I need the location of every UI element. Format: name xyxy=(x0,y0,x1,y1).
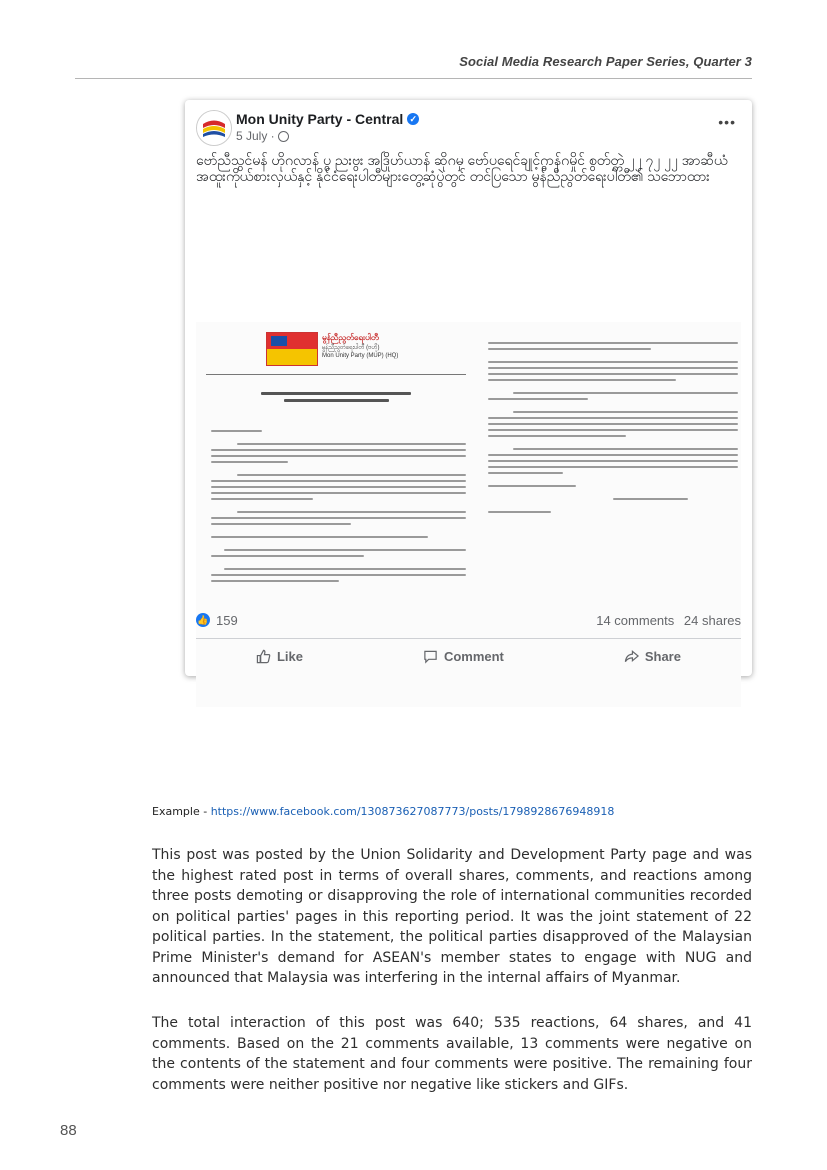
reactions-summary xyxy=(196,610,741,630)
reaction-count-group[interactable] xyxy=(196,613,238,628)
comment-count[interactable]: 14 comments xyxy=(596,612,675,628)
body-paragraph-1: This post was posted by the Union Solidarity and Development Party page and was the highest rated post in terms of overall shares, comments, and reactions among three posts demoting or disapproving the role of international communities recorded on political parties' pages in this reporting period. It was the joint statement of 22 political parties. In the statement, the political parties disapproved of the Malaysian Prime Minister's demand for ASEAN's member states to engage with NUG and announced that Malaysia was interfering in the internal affairs of Myanmar. xyxy=(152,847,752,986)
page-name-link[interactable] xyxy=(236,111,419,127)
letterhead-party-name-small: မွန်ညီညွတ်ရေးပါတီ (ဗဟို) xyxy=(322,345,380,351)
comment-button[interactable] xyxy=(423,649,504,664)
share-label[interactable]: Share xyxy=(644,648,681,664)
actions-divider xyxy=(196,638,741,639)
like-reaction-icon: 👍 xyxy=(197,615,209,625)
header-divider xyxy=(75,78,752,79)
statement-body-lines-right xyxy=(488,342,738,517)
page-number: 88 xyxy=(60,1122,77,1139)
share-arrow-icon xyxy=(624,649,639,664)
share-count[interactable]: 24 shares xyxy=(683,612,741,628)
example-caption xyxy=(152,805,614,818)
engagement-counts xyxy=(596,613,741,628)
statement-title-lines xyxy=(261,392,411,406)
letterhead-party-name: မွန်ညီညွတ်ရေးပါတီ xyxy=(322,333,379,342)
body-paragraph-2: The total interaction of this post was 640; 535 reactions, 64 shares, and 41 comments. Based on the 21 comments available, 13 comments were negative on the contents of the statement and four comments were positive. The remaining four comments were neither positive nor negative like stickers and GIFs. xyxy=(152,1015,752,1093)
globe-icon xyxy=(278,131,289,142)
example-label: Example - xyxy=(152,805,211,818)
letterhead-party-name-en: Mon Unity Party (MUP) (HQ) xyxy=(322,353,399,359)
letterhead-rule xyxy=(206,374,466,375)
running-header: Social Media Research Paper Series, Quarter 3 xyxy=(459,54,752,69)
example-url-link[interactable]: https://www.facebook.com/130873627087773/posts/1798928676948918 xyxy=(210,805,615,818)
post-date[interactable]: 5 July · xyxy=(236,129,275,143)
post-actions xyxy=(196,644,741,668)
facebook-post-screenshot xyxy=(185,100,752,676)
party-logo-icon xyxy=(197,111,231,145)
page-name[interactable]: Mon Unity Party - Central xyxy=(236,111,404,127)
share-button[interactable] xyxy=(624,649,681,664)
post-timestamp[interactable] xyxy=(236,129,289,143)
thumbs-up-icon xyxy=(256,649,271,664)
more-options-icon[interactable]: ••• xyxy=(718,114,736,130)
verified-badge-icon: ✓ xyxy=(407,113,419,125)
party-flag-icon xyxy=(266,332,318,366)
statement-letterhead xyxy=(266,332,456,376)
statement-body-lines-left xyxy=(211,430,466,586)
comment-bubble-icon xyxy=(423,649,438,664)
like-label[interactable]: Like xyxy=(276,648,303,664)
post-text: ဗော်ညီသွင်မန် ဟိုဂလာန် ပွ ညးဗွး အဒြိုဟ်ယာန် ဆိုဂမှ ဗော်ပရေင်ချုင့်ဂွာန်ဂမှိုင် စွတ်တ္တဲ ၂၂ ၇၂ ၂၂ အာဆီယံအထူးကိုယ်စားလှယ်နှင့် နိုင်ငံရေးပါတီများတွေ့ဆုံပွဲတွင် တင်ပြသော မွန်ညီညွတ်ရေးပါတီ၏ သဘောထား xyxy=(196,152,728,184)
like-button[interactable] xyxy=(256,649,303,664)
reaction-count[interactable]: 159 xyxy=(216,612,238,628)
comment-label[interactable]: Comment xyxy=(443,648,504,664)
page-avatar[interactable] xyxy=(196,110,232,146)
